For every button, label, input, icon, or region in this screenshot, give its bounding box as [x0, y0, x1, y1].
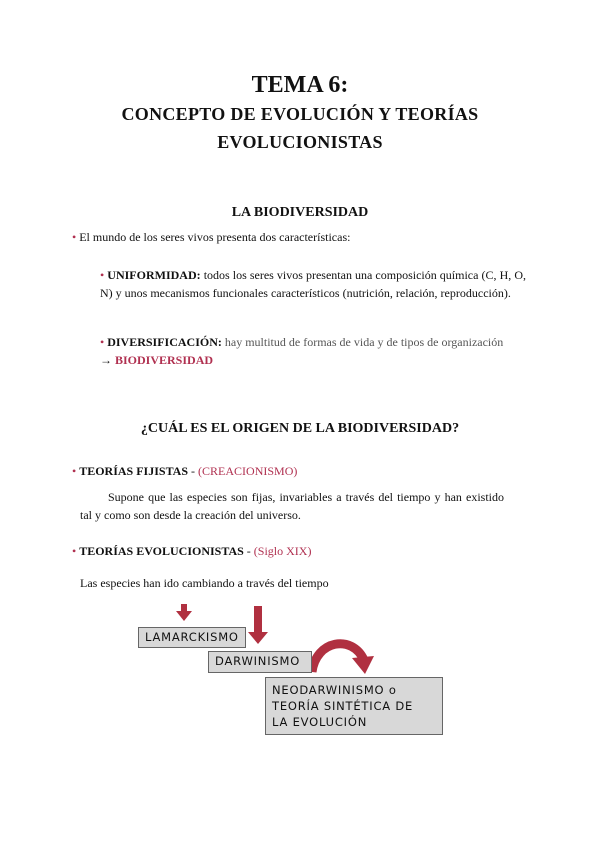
neodarwinismo-line1: NEODARWINISMO o	[272, 683, 397, 697]
page-subtitle-line2: EVOLUCIONISTAS	[217, 132, 383, 152]
bullet-icon: •	[72, 544, 77, 558]
term-diversificacion: DIVERSIFICACIÓN:	[107, 335, 222, 349]
evolucionistas-dash: -	[246, 544, 251, 558]
section-heading-origen: ¿CUÁL ES EL ORIGEN DE LA BIODIVERSIDAD?	[140, 421, 460, 436]
biodiversidad-result: BIODIVERSIDAD	[115, 353, 214, 367]
neodarwinismo-line2: TEORÍA SINTÉTICA DE	[272, 699, 414, 713]
curved-arrow-icon	[312, 644, 374, 674]
fijistas-paragraph: Supone que las especies son fijas, invariables a través del tiempo y han existido tal y como son desde la creación del universo.	[80, 490, 504, 522]
diversificacion-text: hay multitud de formas de vida y de tipos de organización	[224, 335, 504, 349]
term-uniformidad: UNIFORMIDAD:	[107, 268, 201, 282]
section-heading-biodiversidad: LA BIODIVERSIDAD	[231, 205, 369, 220]
arrow-down-icon-small	[176, 604, 192, 621]
bullet-icon: •	[100, 268, 105, 282]
term-evolucionistas: TEORÍAS EVOLUCIONISTAS	[79, 544, 244, 558]
darwinismo-box	[208, 651, 312, 673]
bullet-icon: •	[72, 464, 77, 478]
arrow-down-icon-large	[248, 606, 268, 644]
lamarckismo-box	[138, 627, 246, 648]
page-subtitle-line1: CONCEPTO DE EVOLUCIÓN Y TEORÍAS	[121, 104, 479, 124]
uniformidad-text: todos los seres vivos presentan una composición química (C, H, O, N) y unos mecanismos funcionales característicos (nutrición, relación, reproducción).	[100, 268, 527, 300]
darwinismo-label: DARWINISMO	[215, 654, 301, 668]
neodarwinismo-line3: LA EVOLUCIÓN	[272, 715, 368, 729]
fijistas-note: (CREACIONISMO)	[198, 464, 298, 478]
lamarckismo-label: LAMARCKISMO	[145, 630, 239, 644]
intro-text: El mundo de los seres vivos presenta dos características:	[79, 230, 351, 244]
evolucionistas-note: (Siglo XIX)	[253, 544, 312, 558]
page-title: TEMA 6:	[251, 72, 349, 98]
arrow-right-icon: →	[100, 353, 112, 367]
fijistas-dash: -	[191, 464, 196, 478]
bullet-icon: •	[100, 335, 105, 349]
neodarwinismo-box	[265, 677, 443, 735]
evolucionistas-paragraph: Las especies han ido cambiando a través del tiempo	[80, 576, 329, 590]
term-fijistas: TEORÍAS FIJISTAS	[79, 464, 189, 478]
bullet-icon: •	[72, 230, 77, 244]
